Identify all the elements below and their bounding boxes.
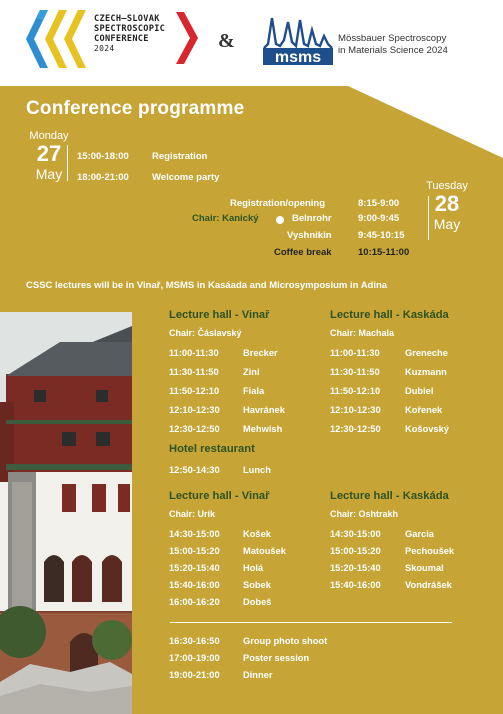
bullet-dot-icon	[276, 216, 284, 224]
lunch-time: 12:50-14:30	[169, 465, 220, 475]
day2-day: 28	[434, 191, 460, 216]
evening-label: Group photo shoot	[243, 636, 328, 646]
speaker-name: Skoumal	[405, 563, 444, 573]
cssc-wordmark	[94, 14, 165, 54]
speaker-name: Pechoušek	[405, 546, 455, 556]
evening-time: 19:00-21:00	[169, 670, 220, 680]
divider	[67, 145, 68, 181]
day1-month: May	[35, 166, 63, 182]
header	[0, 0, 503, 86]
ampersand: &	[218, 30, 235, 52]
day2-label: Vyshnikin	[287, 230, 332, 241]
speaker-name: Kořenek	[405, 405, 443, 415]
page-title: Conference programme	[26, 98, 245, 119]
talk-time: 11:30-11:50	[330, 367, 380, 377]
talk-time: 15:40-16:00	[169, 580, 220, 590]
evening-label: Poster session	[243, 653, 310, 663]
talk-time: 15:20-15:40	[330, 563, 381, 573]
speaker-name: Greneche	[405, 348, 448, 358]
evening-time: 16:30-16:50	[169, 636, 220, 646]
talk-time: 11:00-11:30	[169, 348, 219, 358]
talk-time: 14:30-15:00	[330, 529, 381, 539]
talk-time: 12:10-12:30	[169, 405, 220, 415]
speaker-name: Mehwish	[243, 424, 283, 434]
cssc-line3: CONFERENCE	[94, 34, 149, 44]
day2-time: 9:00-9:45	[358, 213, 400, 224]
day2-label: Registration/opening	[230, 198, 325, 209]
cssc-line1: CZECH–SLOVAK	[94, 14, 160, 24]
day1-weekday: Monday	[29, 130, 69, 142]
msms-line1: Mössbauer Spectroscopy	[338, 33, 447, 44]
speaker-name: Vondrášek	[405, 580, 452, 590]
hotel-building-photo	[0, 312, 132, 714]
talk-time: 15:20-15:40	[169, 563, 220, 573]
divider	[428, 196, 429, 240]
speaker-name: Dubiel	[405, 386, 434, 396]
talk-time: 11:50-12:10	[169, 386, 220, 396]
section-title: Lecture hall - Vinař	[169, 490, 270, 502]
msms-wordmark	[338, 33, 448, 57]
day2-chair: Chair: Kanický	[192, 213, 259, 224]
day2-time: 8:15-9:00	[358, 198, 400, 209]
speaker-name: Zini	[243, 367, 260, 377]
section-title: Lecture hall - Vinař	[169, 309, 270, 321]
lunch-label: Lunch	[243, 465, 271, 475]
day2-time: 10:15-11:00	[358, 247, 410, 258]
day1-label: Registration	[152, 151, 208, 162]
speaker-name: Matoušek	[243, 546, 286, 556]
talk-time: 15:00-15:20	[169, 546, 220, 556]
speaker-name: Fiala	[243, 386, 265, 396]
talk-time: 14:30-15:00	[169, 529, 220, 539]
msms-line2: in Materials Science 2024	[338, 45, 448, 56]
divider	[170, 622, 452, 623]
cssc-line2: SPECTROSCOPIC	[94, 24, 166, 34]
talk-time: 11:00-11:30	[330, 348, 380, 358]
section-title: Lecture hall - Kaskáda	[330, 490, 449, 502]
speaker-name: Dobeš	[243, 597, 272, 607]
talk-time: 12:10-12:30	[330, 405, 381, 415]
chair-label: Chair: Čáslavský	[169, 328, 242, 338]
msms-logo-icon	[262, 10, 334, 68]
speaker-name: Brecker	[243, 348, 278, 358]
day1-time: 15:00-18:00	[77, 151, 129, 162]
date-day1	[26, 130, 72, 182]
msms-logo-text: msms	[274, 49, 322, 66]
day2-label: Belnrohr	[292, 213, 332, 224]
day1-time: 18:00-21:00	[77, 172, 129, 183]
speaker-name: Garcia	[405, 529, 434, 539]
section-title: Lecture hall - Kaskáda	[330, 309, 449, 321]
date-day2	[424, 180, 470, 232]
chair-label: Chair: Oshtrakh	[330, 509, 399, 519]
speaker-name: Košovský	[405, 424, 449, 434]
red-chevron-icon	[176, 12, 198, 64]
cssc-logo-icon	[26, 10, 90, 68]
talk-time: 16:00-16:20	[169, 597, 220, 607]
evening-time: 17:00-19:00	[169, 653, 220, 663]
cssc-year: 2024	[94, 44, 115, 53]
talk-time: 11:30-11:50	[169, 367, 219, 377]
talk-time: 15:00-15:20	[330, 546, 381, 556]
building-image	[0, 312, 132, 714]
day1-day: 27	[36, 141, 62, 166]
talk-time: 11:50-12:10	[330, 386, 381, 396]
chair-label: Chair: Machala	[330, 328, 395, 338]
day2-time: 9:45-10:15	[358, 230, 405, 241]
speaker-name: Sobek	[243, 580, 271, 590]
talk-time: 12:30-12:50	[169, 424, 220, 434]
chair-label: Chair: Urík	[169, 509, 216, 519]
evening-label: Dinner	[243, 670, 273, 680]
talk-time: 15:40-16:00	[330, 580, 381, 590]
day1-label: Welcome party	[152, 172, 220, 183]
day2-label: Coffee break	[274, 247, 332, 258]
venue-note: CSSC lectures will be in Vinař, MSMS in Kasáada and Microsymposium in Adina	[26, 280, 388, 291]
section-title: Hotel restaurant	[169, 443, 255, 455]
speaker-name: Holá	[243, 563, 264, 573]
speaker-name: Košek	[243, 529, 271, 539]
speaker-name: Kuzmann	[405, 367, 447, 377]
day2-weekday: Tuesday	[426, 180, 468, 192]
talk-time: 12:30-12:50	[330, 424, 381, 434]
speaker-name: Havránek	[243, 405, 285, 415]
day2-month: May	[433, 216, 461, 232]
